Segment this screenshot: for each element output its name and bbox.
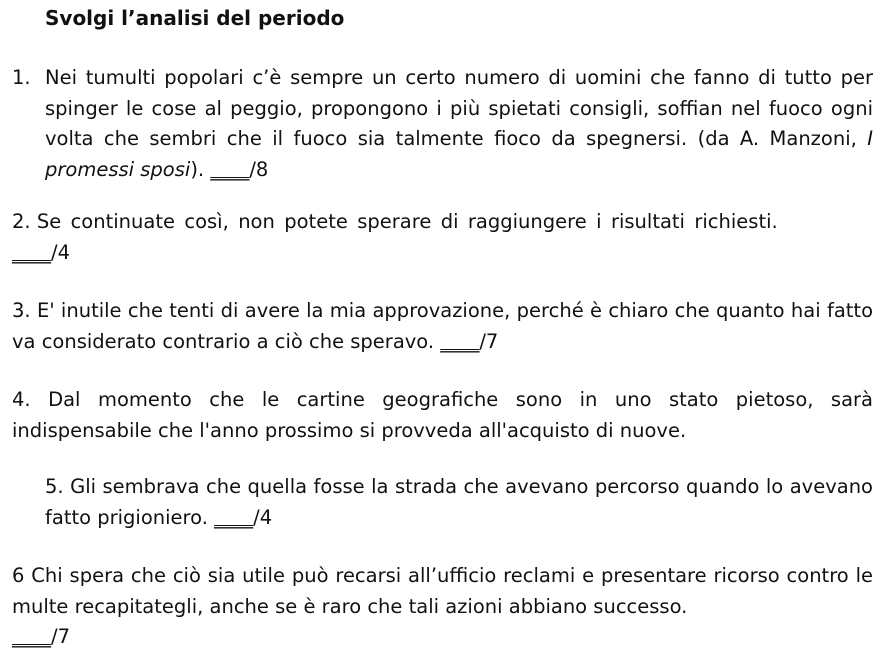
exercise-1-book-title: I promessi sposi: [45, 127, 873, 181]
exercise-5: [45, 472, 873, 533]
exercise-3-number: 3.: [12, 299, 31, 322]
exercise-2-text: Se continuate così, non potete sperare di raggiungere i risultati richiesti.: [36, 210, 778, 233]
exercise-3: [12, 296, 873, 357]
exercise-5-score: /4: [253, 505, 273, 529]
exercise-5-number: 5.: [45, 475, 64, 498]
exercise-6: [12, 561, 873, 653]
exercise-5-text: Gli sembrava che quella fosse la strada che avevano percorso quando lo avevano fatto prigioniero.: [45, 475, 873, 529]
exercise-1-score: /8: [249, 157, 269, 181]
exercise-1-answer-blank: ____: [210, 157, 250, 181]
exercise-2-number: 2.: [12, 210, 31, 233]
exercise-2-score: /4: [51, 240, 70, 264]
exercise-2: [12, 207, 873, 268]
exercise-1-number: 1.: [12, 66, 31, 89]
exercise-1-after: ).: [190, 157, 211, 181]
exercise-6-score: /7: [51, 625, 70, 648]
exercise-5-answer-blank: ____: [214, 505, 254, 529]
exercise-6-text: Chi spera che ciò sia utile può recarsi all’ufficio reclami e presentare ricorso contro le multe recapitategli, anche se è raro che tali azioni abbiano successo.: [12, 564, 873, 618]
exercise-4-number: 4.: [12, 388, 31, 411]
exercise-2-answer-blank: ____: [12, 240, 51, 264]
exercise-4-text: Dal momento che le cartine geografiche sono in uno stato pietoso, sarà indispensabile che l'anno prossimo si provveda all'acquisto di nuove.: [12, 388, 873, 442]
exercise-3-answer-blank: ____: [440, 329, 480, 353]
exercise-1: [12, 63, 873, 185]
exercise-3-score: /7: [479, 329, 499, 353]
exercise-6-number: 6: [12, 564, 25, 587]
page-title: Svolgi l’analisi del periodo: [45, 6, 345, 30]
exercise-1-text: Nei tumulti popolari c’è sempre un certo numero di uomini che fanno di tutto per spinger le cose al peggio, propongono i più spietati consigli, soffian nel fuoco ogni volta che sembri che il fuoco sia talmente fioco da spegnersi. (da A. Manzoni,: [45, 66, 873, 150]
exercise-4: [12, 385, 873, 446]
exercise-3-text: E' inutile che tenti di avere la mia approvazione, perché è chiaro che quanto hai fatto va considerato contrario a ciò che speravo.: [12, 299, 873, 353]
exercise-6-answer-blank: ____: [12, 625, 51, 648]
